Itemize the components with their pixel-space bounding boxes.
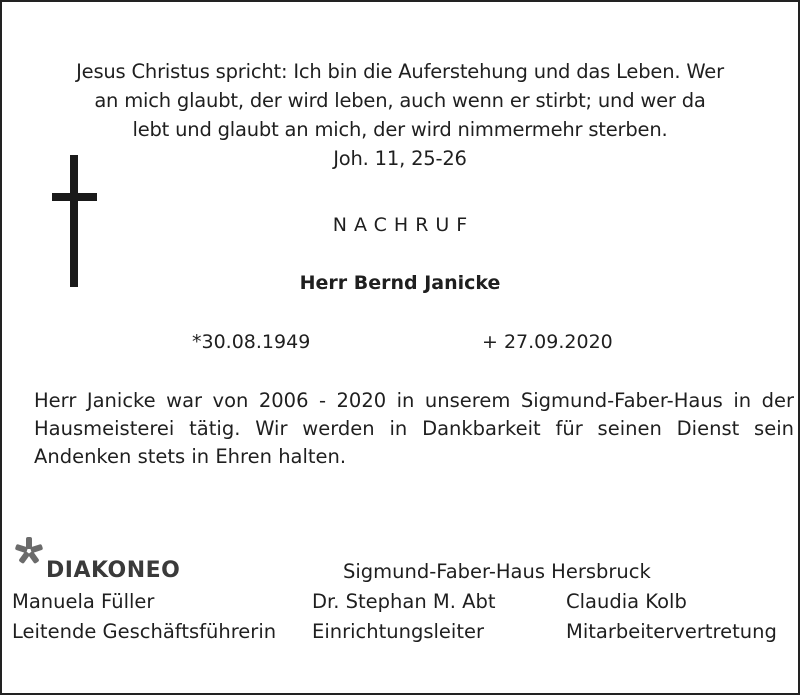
diakoneo-star-icon (14, 536, 44, 566)
notice-heading: NACHRUF (332, 214, 475, 236)
verse-reference: Joh. 11, 25-26 (333, 147, 467, 170)
signatory-name: Manuela Füller (12, 590, 155, 613)
signatory-name: Dr. Stephan M. Abt (312, 590, 496, 613)
tribute-line: Herr Janicke war von 2006 - 2020 in unserem Sigmund-Faber-Haus in der (34, 389, 794, 412)
verse-line: lebt und glaubt an mich, der wird nimmermehr sterben. (132, 118, 668, 141)
verse-line: Jesus Christus spricht: Ich bin die Auferstehung und das Leben. Wer (76, 60, 724, 83)
bible-verse (40, 57, 760, 173)
death-date: + 27.09.2020 (482, 331, 613, 353)
diakoneo-logo-text: DIAKONEO (46, 558, 181, 583)
signatory-role: Einrichtungsleiter (312, 620, 485, 643)
signatory-role: Leitende Geschäftsführerin (12, 620, 277, 643)
signatory-name: Claudia Kolb (566, 590, 687, 613)
deceased-name: Herr Bernd Janicke (299, 272, 501, 294)
house-name: Sigmund-Faber-Haus Hersbruck (343, 560, 651, 583)
birth-date: *30.08.1949 (192, 331, 311, 353)
signatory-role: Mitarbeitervertretung (566, 620, 777, 643)
tribute-text (34, 387, 794, 471)
tribute-line: Andenken stets in Ehren halten. (34, 445, 347, 468)
verse-line: an mich glaubt, der wird leben, auch wenn er stirbt; und wer da (94, 89, 706, 112)
tribute-line: Hausmeisterei tätig. Wir werden in Dankbarkeit für seinen Dienst sein (34, 417, 794, 440)
